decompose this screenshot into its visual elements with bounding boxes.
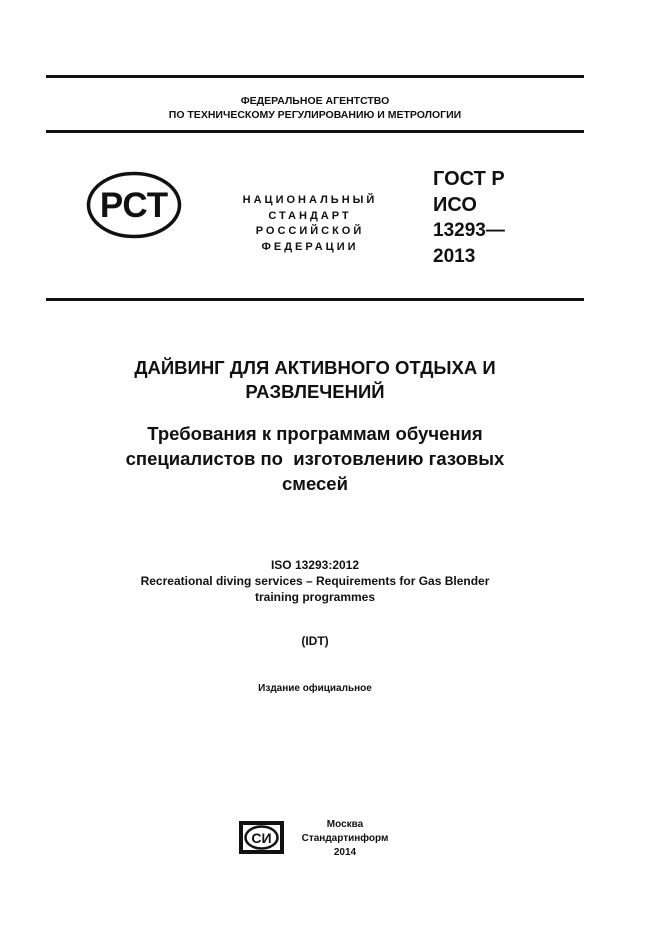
subtitle-line-2: специалистов по изготовлению газовых [125,448,505,469]
national-line-4: ФЕДЕРАЦИИ [261,240,359,253]
standartinform-logo [239,821,284,854]
gost-line-4: 2013 [433,246,476,267]
publisher-year: 2014 [333,847,357,858]
gost-line-2: ИСО [433,194,477,216]
agency-line-2: ПО ТЕХНИЧЕСКОМУ РЕГУЛИРОВАНИЮ И МЕТРОЛОГИИ [168,109,462,121]
national-line-1: НАЦИОНАЛЬНЫЙ [242,194,378,206]
national-standard-label [205,193,415,255]
national-line-2: СТАНДАРТ [268,209,352,222]
rst-logo [86,171,182,239]
edition-label: Издание официальное [258,683,372,694]
standartinform-logo-icon [239,821,284,854]
top-rule [46,75,584,78]
national-line-3: РОССИЙСКОЙ [255,225,365,237]
subtitle-line-1: Требования к программам обучения [147,423,483,444]
header-bottom-rule [46,298,584,301]
iso-code: ISO 13293:2012 [270,558,360,572]
gost-line-1: ГОСТ Р [433,168,505,190]
title-line-2: РАЗВЛЕЧЕНИЙ [245,381,385,402]
gost-designation [433,166,505,270]
iso-title-line-1: Recreational diving services – Requirements for Gas Blender [140,574,490,588]
subtitle-line-3: смесей [282,473,348,494]
publisher-info [290,818,400,860]
document-subtitle [60,421,570,496]
iso-title-line-2: training programmes [254,590,376,604]
title-line-1: ДАЙВИНГ ДЛЯ АКТИВНОГО ОТДЫХА И [134,357,496,378]
rst-logo-text: РСТ [99,186,169,225]
idt-label: (IDT) [301,634,329,648]
gost-line-3: 13293— [433,220,505,241]
publisher-name: Стандартинформ [301,833,389,844]
agency-name [46,94,584,122]
iso-reference [60,557,570,605]
publisher-city: Москва [326,819,364,830]
agency-rule [46,130,584,133]
agency-line-1: ФЕДЕРАЛЬНОЕ АГЕНТСТВО [240,95,390,107]
rst-logo-icon [86,171,182,239]
document-title [60,356,570,404]
standartinform-logo-text: СИ [251,830,272,846]
